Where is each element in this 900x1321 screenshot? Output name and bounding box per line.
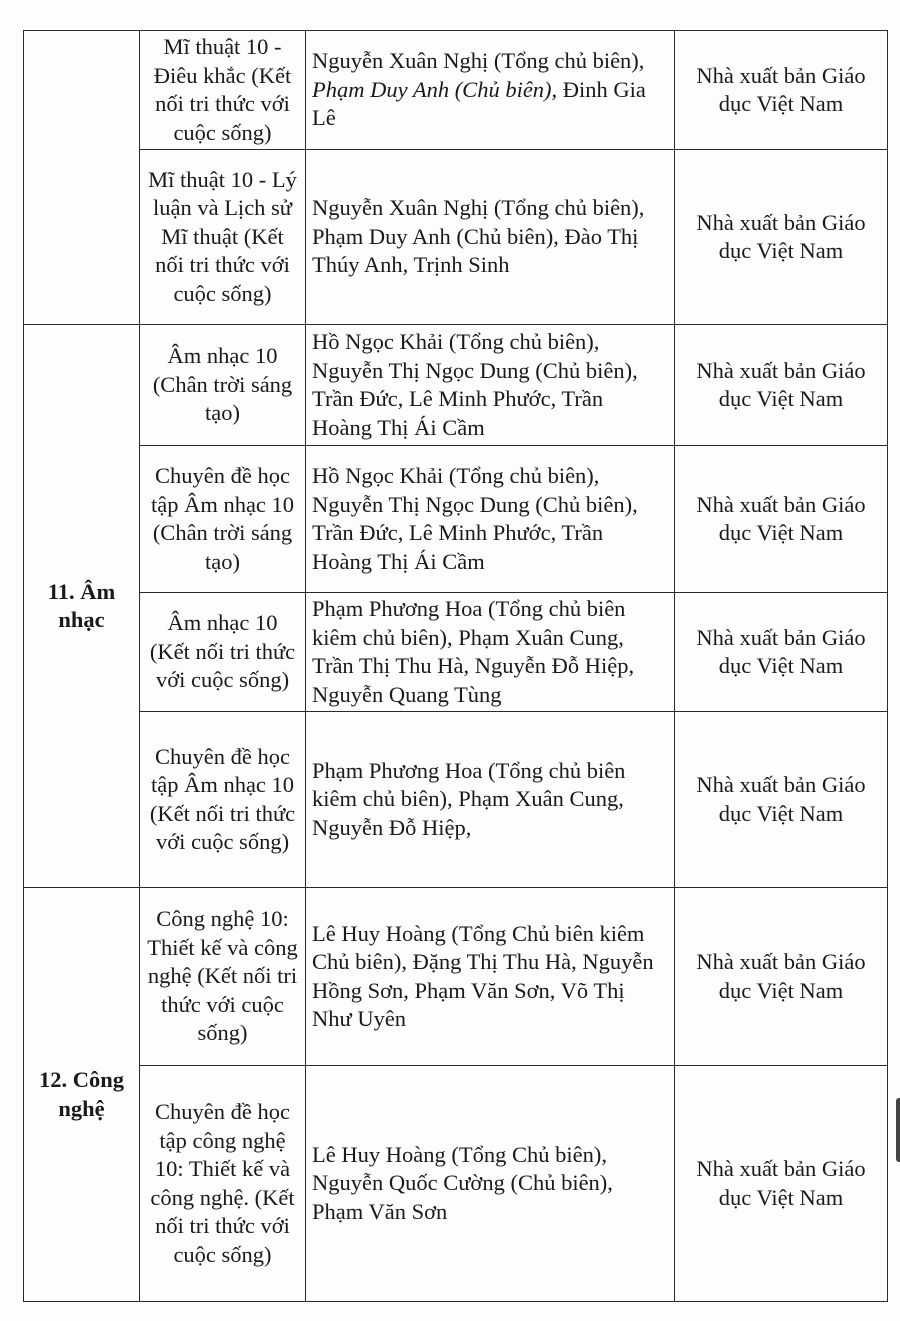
subject-cell-continued xyxy=(24,31,140,325)
table-row xyxy=(24,31,888,150)
authors-part-italic: Phạm Duy Anh (Chủ biên), xyxy=(312,76,558,102)
authors-cell xyxy=(306,31,675,150)
authors-cell: Nguyễn Xuân Nghị (Tổng chủ biên), Phạm Duy Anh (Chủ biên), Đào Thị Thúy Anh, Trịnh Sinh xyxy=(306,150,675,325)
publisher-cell: Nhà xuất bản Giáo dục Việt Nam xyxy=(675,150,888,325)
subject-cell-cong-nghe: 12. Công nghệ xyxy=(24,888,140,1302)
book-title-cell: Chuyên đề học tập Âm nhạc 10 (Chân trời sáng tạo) xyxy=(140,446,306,593)
authors-part-normal-end: Đinh Gia Lê xyxy=(312,76,646,131)
publisher-cell: Nhà xuất bản Giáo dục Việt Nam xyxy=(675,593,888,712)
book-title-cell: Âm nhạc 10 (Kết nối tri thức với cuộc sống) xyxy=(140,593,306,712)
book-title-cell: Công nghệ 10: Thiết kế và công nghệ (Kết nối tri thức với cuộc sống) xyxy=(140,888,306,1066)
publisher-cell: Nhà xuất bản Giáo dục Việt Nam xyxy=(675,712,888,888)
authors-cell: Lê Huy Hoàng (Tổng Chủ biên kiêm Chủ biên), Đặng Thị Thu Hà, Nguyễn Hồng Sơn, Phạm Văn Sơn, Võ Thị Như Uyên xyxy=(306,888,675,1066)
publisher-cell: Nhà xuất bản Giáo dục Việt Nam xyxy=(675,325,888,446)
table-row xyxy=(24,1066,888,1302)
publisher-cell: Nhà xuất bản Giáo dục Việt Nam xyxy=(675,888,888,1066)
table-row xyxy=(24,593,888,712)
textbook-table xyxy=(23,30,888,1302)
publisher-cell: Nhà xuất bản Giáo dục Việt Nam xyxy=(675,1066,888,1302)
publisher-cell: Nhà xuất bản Giáo dục Việt Nam xyxy=(675,446,888,593)
book-title-cell: Mĩ thuật 10 - Điêu khắc (Kết nối tri thức với cuộc sống) xyxy=(140,31,306,150)
authors-cell: Hồ Ngọc Khải (Tổng chủ biên), Nguyễn Thị Ngọc Dung (Chủ biên), Trần Đức, Lê Minh Phước, Trần Hoàng Thị Ái Cầm xyxy=(306,325,675,446)
table-row xyxy=(24,325,888,446)
book-title-cell: Chuyên đề học tập công nghệ 10: Thiết kế và công nghệ. (Kết nối tri thức với cuộc sống) xyxy=(140,1066,306,1302)
authors-cell: Lê Huy Hoàng (Tổng Chủ biên), Nguyễn Quốc Cường (Chủ biên), Phạm Văn Sơn xyxy=(306,1066,675,1302)
scroll-edge-tab xyxy=(896,1098,900,1162)
authors-cell: Phạm Phương Hoa (Tổng chủ biên kiêm chủ biên), Phạm Xuân Cung, Nguyễn Đỗ Hiệp, xyxy=(306,712,675,888)
book-title-cell: Mĩ thuật 10 - Lý luận và Lịch sử Mĩ thuật (Kết nối tri thức với cuộc sống) xyxy=(140,150,306,325)
authors-cell: Hồ Ngọc Khải (Tổng chủ biên), Nguyễn Thị Ngọc Dung (Chủ biên), Trần Đức, Lê Minh Phước, Trần Hoàng Thị Ái Cầm xyxy=(306,446,675,593)
table-row xyxy=(24,446,888,593)
book-title-cell: Âm nhạc 10 (Chân trời sáng tạo) xyxy=(140,325,306,446)
authors-cell: Phạm Phương Hoa (Tổng chủ biên kiêm chủ biên), Phạm Xuân Cung, Trần Thị Thu Hà, Nguyễn Đỗ Hiệp, Nguyễn Quang Tùng xyxy=(306,593,675,712)
publisher-cell: Nhà xuất bản Giáo dục Việt Nam xyxy=(675,31,888,150)
subject-cell-am-nhac: 11. Âm nhạc xyxy=(24,325,140,888)
table-row xyxy=(24,712,888,888)
table-row xyxy=(24,150,888,325)
authors-part-normal: Nguyễn Xuân Nghị (Tổng chủ biên), xyxy=(312,48,645,74)
table-row xyxy=(24,888,888,1066)
book-title-cell: Chuyên đề học tập Âm nhạc 10 (Kết nối tri thức với cuộc sống) xyxy=(140,712,306,888)
